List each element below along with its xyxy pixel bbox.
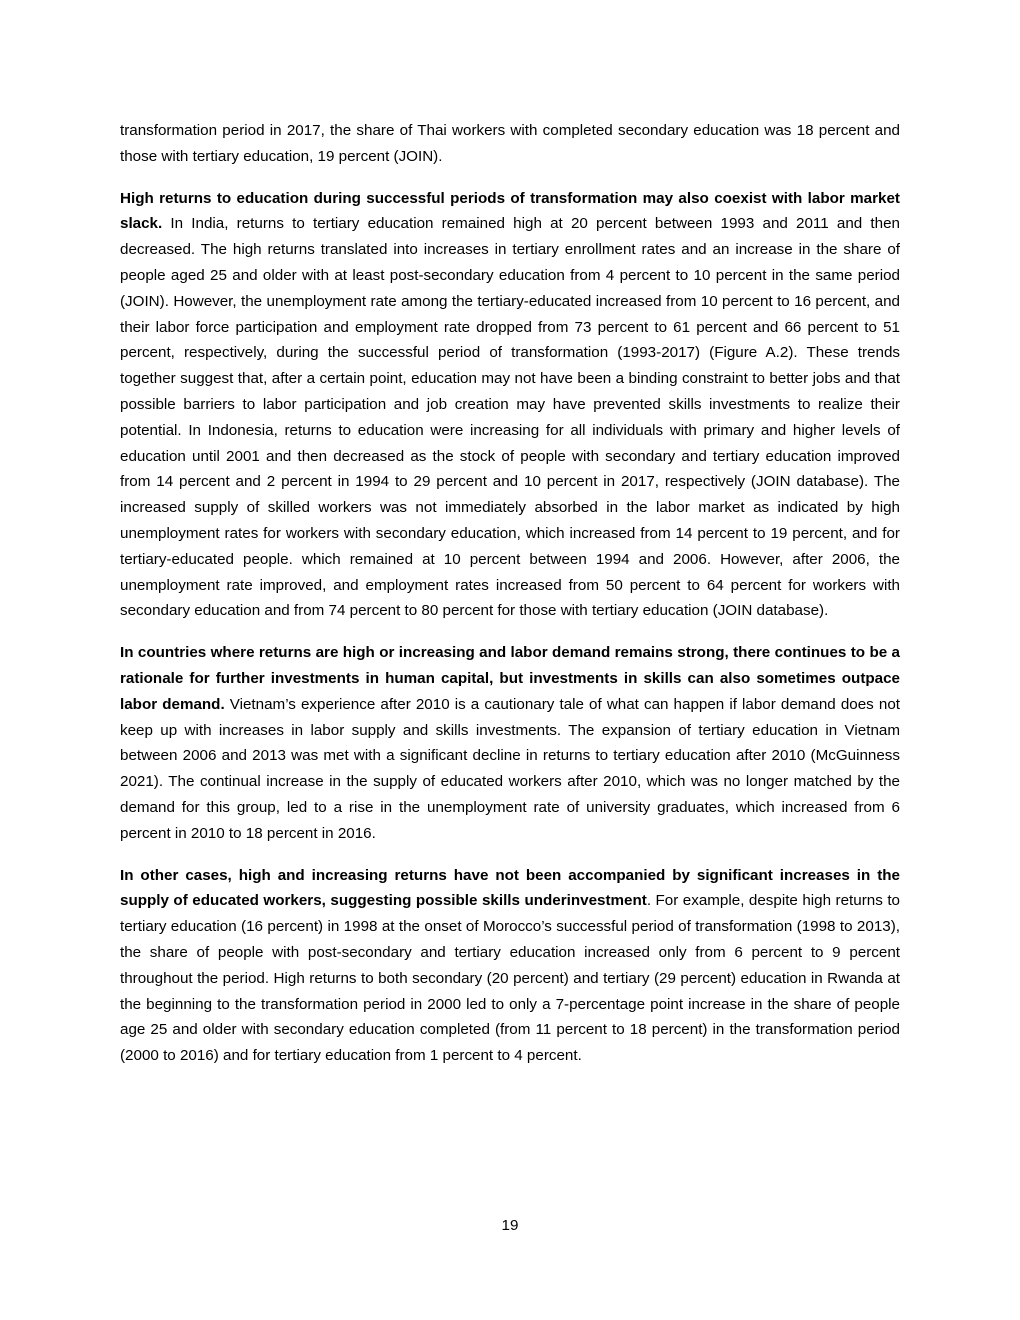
paragraph-lead-sentence: High returns to education during successful periods of transformation may also coexist with labor market slack. bbox=[120, 189, 900, 233]
paragraph-labor-market-slack bbox=[120, 186, 900, 625]
paragraph-outpace-labor-demand bbox=[120, 640, 900, 846]
paragraph-skills-underinvestment bbox=[120, 863, 900, 1069]
paragraph-body: Vietnam’s experience after 2010 is a cautionary tale of what can happen if labor demand does not keep up with increases in labor supply and skills investments. The expansion of tertiary education in Vietnam between 2006 and 2013 was met with a significant decline in returns to tertiary education after 2010 (McGuinness 2021). The continual increase in the supply of educated workers after 2010, which was no longer matched by the demand for this group, led to a rise in the unemployment rate of university graduates, which increased from 6 percent in 2010 to 18 percent in 2016. bbox=[120, 695, 900, 842]
paragraph-lead-sentence: In other cases, high and increasing returns have not been accompanied by significant increases in the supply of educated workers, suggesting possible skills underinvestment bbox=[120, 866, 900, 910]
paragraph-lead-sentence: In countries where returns are high or increasing and labor demand remains strong, there continues to be a rationale for further investments in human capital, but investments in skills can also sometimes outpace labor demand. bbox=[120, 644, 900, 713]
paragraph-continuation bbox=[120, 118, 900, 170]
page-number: 19 bbox=[501, 1217, 519, 1234]
document-page bbox=[120, 118, 900, 1085]
paragraph-body: In India, returns to tertiary education remained high at 20 percent between 1993 and 2011 and then decreased. The high returns translated into increases in tertiary enrollment rates and an increase in the share of people aged 25 and older with at least post-secondary education from 4 percent to 10 percent in the same period (JOIN). However, the unemployment rate among the tertiary-educated increased from 10 percent to 16 percent, and their labor force participation and employment rate dropped from 73 percent to 61 percent and 66 percent to 51 percent, respectively, during the successful period of transformation (1993-2017) (Figure A.2). These trends together suggest that, after a certain point, education may not have been a binding constraint to better jobs and that possible barriers to labor participation and job creation may have prevented skills investments to realize their potential. In Indonesia, returns to education were increasing for all individuals with primary and higher levels of education until 2001 and then decreased as the stock of people with secondary and tertiary education improved from 14 percent and 2 percent in 1994 to 29 percent and 10 percent in 2017, respectively (JOIN database). The increased supply of skilled workers was not immediately absorbed in the labor market as indicated by high unemployment rates for workers with secondary education, which increased from 14 percent to 19 percent, and for tertiary-educated people. which remained at 10 percent between 1994 and 2006. However, after 2006, the unemployment rate improved, and employment rates increased from 50 percent to 64 percent for workers with secondary education and from 74 percent to 80 percent for those with tertiary education (JOIN database). bbox=[120, 215, 900, 620]
paragraph-body: . For example, despite high returns to tertiary education (16 percent) in 1998 at the onset of Morocco’s successful period of transformation (1998 to 2013), the share of people with post-secondary and tertiary education increased only from 6 percent to 9 percent throughout the period. High returns to both secondary (20 percent) and tertiary (29 percent) education in Rwanda at the beginning to the transformation period in 2000 led to only a 7-percentage point increase in the share of people age 25 and older with secondary education completed (from 11 percent to 18 percent) in the transformation period (2000 to 2016) and for tertiary education from 1 percent to 4 percent. bbox=[120, 892, 900, 1065]
paragraph-body: transformation period in 2017, the share of Thai workers with completed secondary education was 18 percent and those with tertiary education, 19 percent (JOIN). bbox=[120, 122, 900, 165]
